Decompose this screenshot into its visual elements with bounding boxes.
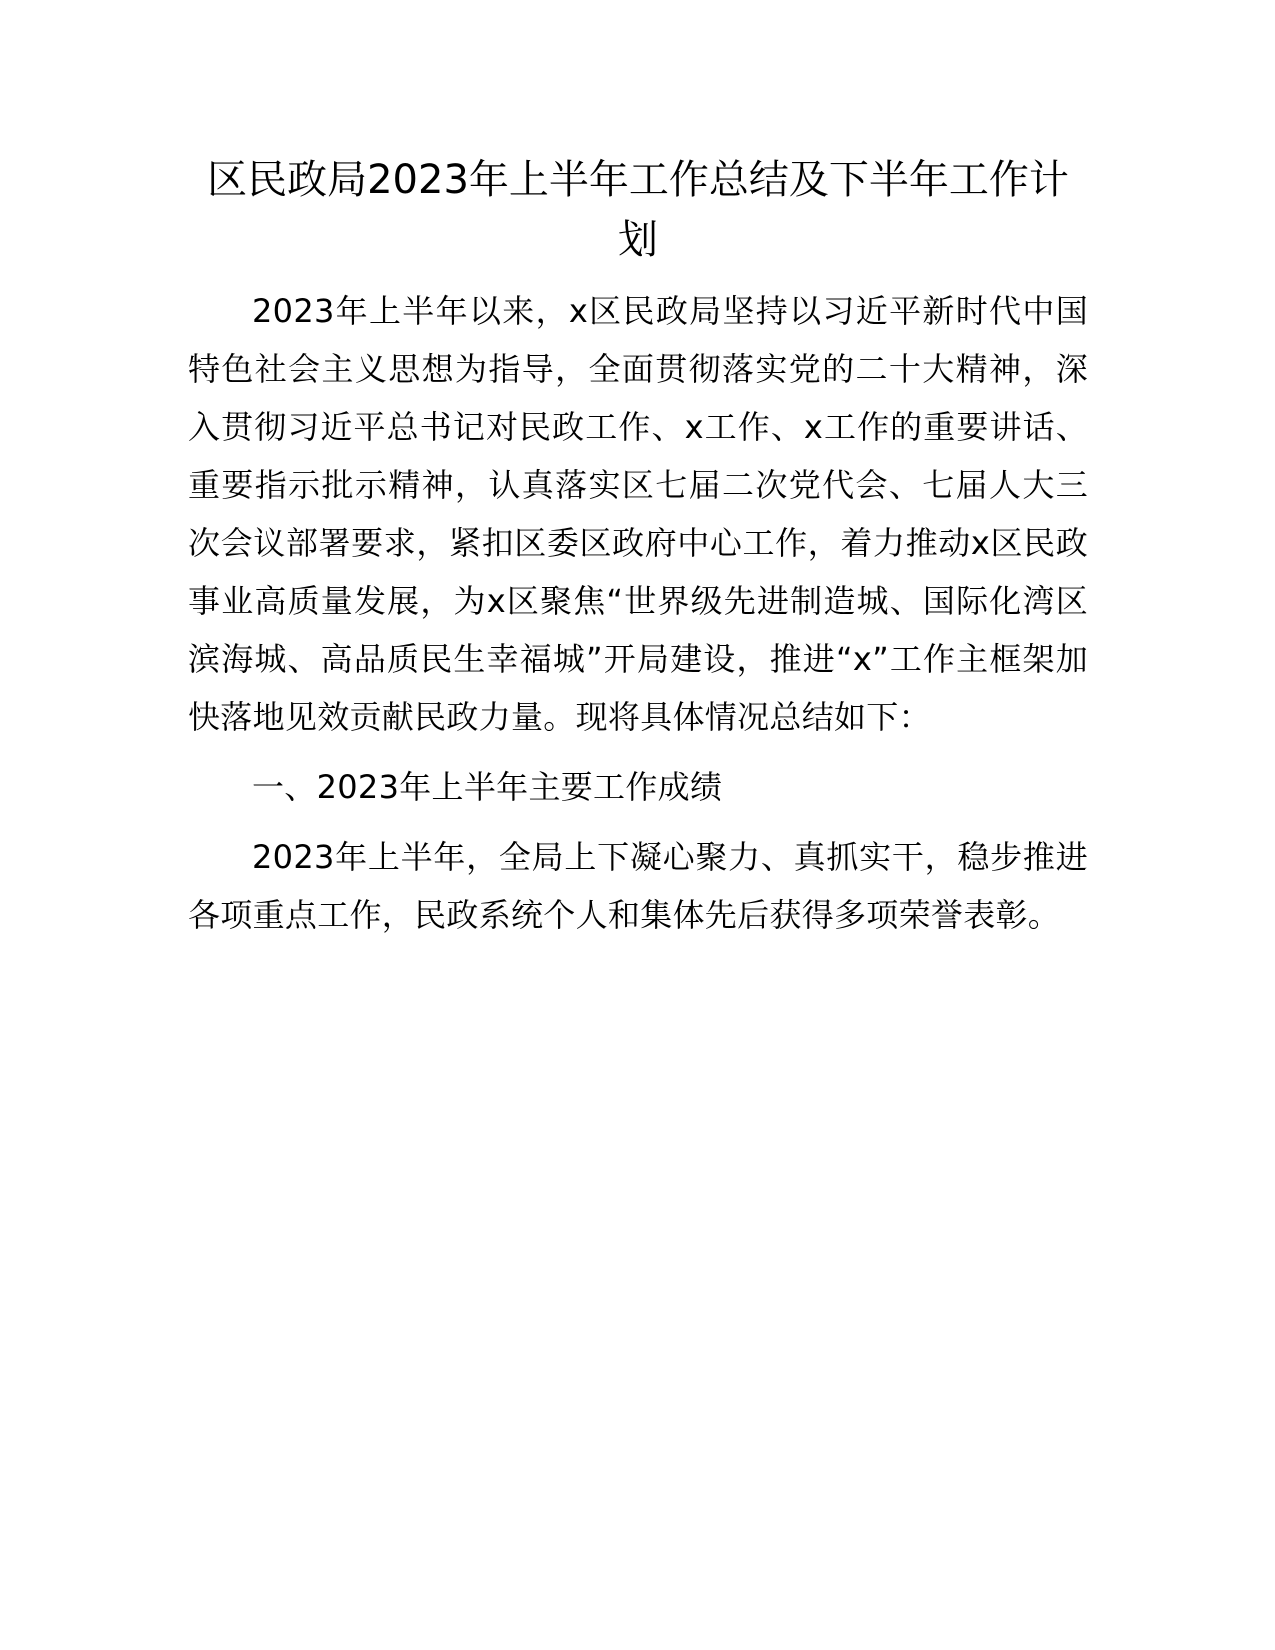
- document-body: [188, 150, 1088, 944]
- intro-paragraph: 2023年上半年以来，x区民政局坚持以习近平新时代中国特色社会主义思想为指导，全面贯彻落实党的二十大精神，深入贯彻习近平总书记对民政工作、x工作、x工作的重要讲话、重要指示批示精神，认真落实区七届二次党代会、七届人大三次会议部署要求，紧扣区委区政府中心工作，着力推动x区民政事业高质量发展，为x区聚焦“世界级先进制造城、国际化湾区滨海城、高品质民生幸福城”开局建设，推进“x”工作主框架加快落地见效贡献民政力量。现将具体情况总结如下：: [188, 292, 1088, 736]
- document-title: 区民政局2023年上半年工作总结及下半年工作计划: [207, 157, 1069, 263]
- section-heading: 一、2023年上半年主要工作成绩: [252, 768, 723, 806]
- section-paragraph: 2023年上半年，全局上下凝心聚力、真抓实干，稳步推进各项重点工作，民政系统个人和集体先后获得多项荣誉表彰。: [188, 838, 1088, 934]
